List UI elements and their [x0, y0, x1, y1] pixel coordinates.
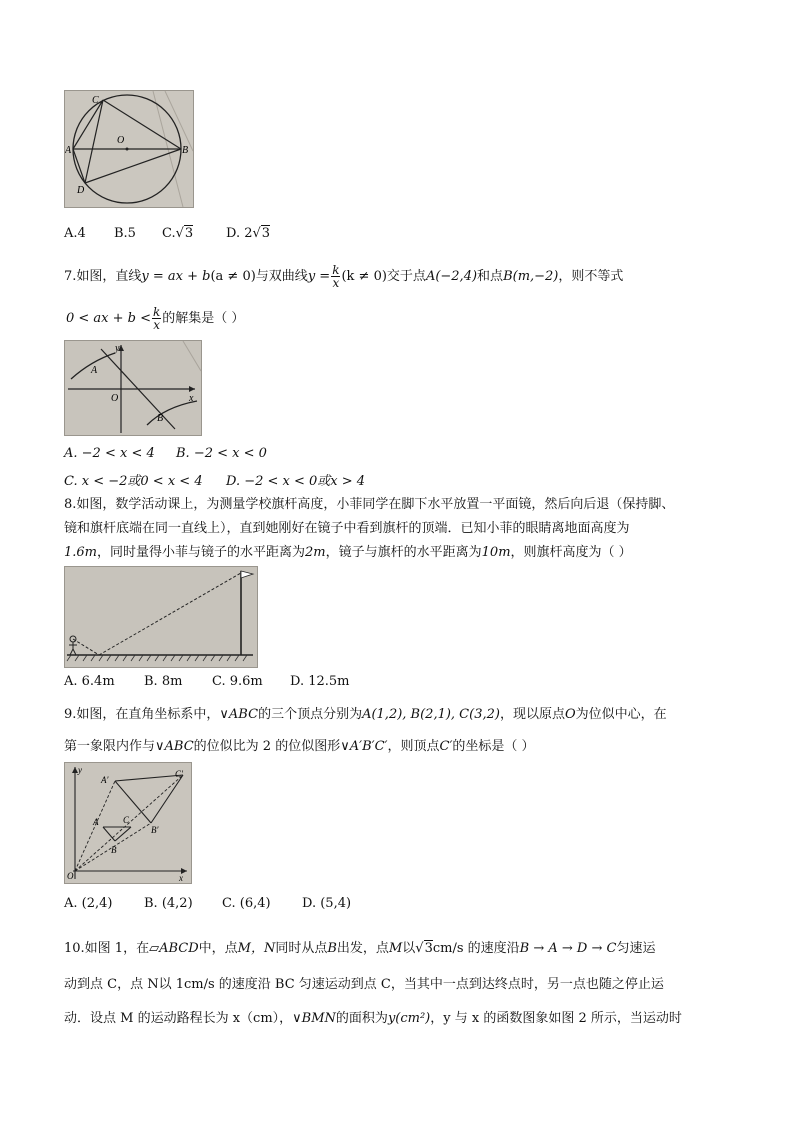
q9-text-g: ，则顶点 [387, 739, 440, 754]
q6-option-d-prefix: D. 2 [226, 226, 253, 241]
q8-eye-height: 1.6m [64, 545, 98, 560]
q9-triangle: ∨ABC [219, 707, 259, 722]
q7-label-x: x [189, 393, 194, 404]
q7-option-c[interactable]: C. x < −2或0 < x < 4 [64, 474, 203, 489]
q9-label-c: C [123, 815, 130, 825]
q7-stem-line1 [64, 264, 623, 289]
q9-origin: O [564, 707, 576, 722]
q7-figure [64, 340, 202, 436]
q7-option-a[interactable]: A. −2 < x < 4 [64, 446, 155, 461]
q10-stem-line2: 动到点 C，点 N以 1cm/s 的速度沿 BC 匀速运动到点 C，当其中一点到达终点时，另一点也随之停止运 [64, 977, 664, 992]
q7-label-b: B [157, 413, 164, 424]
q9-option-b[interactable]: B. (4,2) [144, 896, 193, 911]
q9-option-a[interactable]: A. (2,4) [64, 896, 113, 911]
q6-label-a: A [65, 145, 72, 156]
q7-frac-kx [331, 264, 340, 289]
q10-points-mn: M，N [237, 941, 276, 956]
q7-label-o: O [111, 393, 119, 404]
q7-cond-k: (k ≠ 0) [341, 269, 387, 284]
q9-figure [64, 762, 192, 884]
q7-frac2-den: x [153, 318, 161, 332]
q8-option-d[interactable]: D. 12.5m [290, 674, 350, 689]
q10-text-f: cm/s 的速度沿 [432, 941, 520, 956]
q6-option-a[interactable]: A.4 [64, 226, 86, 241]
q10-text-h: 动．设点 M 的运动路程长为 x（cm）， [64, 1011, 293, 1026]
q7-text-f: 的解集是（ ） [162, 311, 245, 326]
q7-figure-drawing [65, 341, 201, 435]
q8-option-a[interactable]: A. 6.4m [64, 674, 115, 689]
q6-option-c-radicand: 3 [184, 226, 194, 241]
q7-point-a: A(−2,4) [425, 269, 478, 284]
q7-eq-y: y = [307, 269, 331, 284]
q9-triangle-2: ∨ABC [155, 739, 194, 754]
q9-label-b-prime: B′ [151, 825, 159, 835]
q9-option-c[interactable]: C. (6,4) [222, 896, 271, 911]
q10-path: B → A → D → C [519, 941, 617, 956]
q9-label-b: B [111, 845, 117, 855]
q9-stem-line1 [64, 706, 667, 724]
q6-label-c: C [92, 95, 99, 106]
q7-ineq: 0 < ax + b < [66, 311, 152, 326]
q10-text-i: 的面积为 [335, 1011, 388, 1026]
q6-option-b[interactable]: B.5 [114, 226, 136, 241]
q7-text-e: ，则不等式 [558, 269, 624, 284]
q7-text-a: 7.如图，直线 [64, 269, 142, 284]
q6-figure [64, 90, 194, 208]
q7-text-d: 和点 [477, 269, 504, 284]
q9-text-c: ，现以原点 [499, 707, 565, 722]
q6-figure-drawing [65, 91, 193, 207]
q7-label-y: y [115, 343, 120, 354]
q9-label-a: A [93, 817, 99, 827]
q8-text-d: ，镜子与旗杆的水平距离为 [325, 545, 482, 560]
q10-text-d: 出发，点 [336, 941, 389, 956]
q9-stem-line2 [64, 738, 535, 756]
q9-triangle-image: ∨A′B′C′ [340, 739, 388, 754]
q8-stem-line3 [64, 544, 632, 562]
q8-stem-line2: 镜和旗杆底端在同一直线上），直到她刚好在镜子中看到旗杆的顶端．已知小菲的眼睛离地面高度为 [64, 521, 630, 536]
q7-cond-a: (a ≠ 0) [210, 269, 256, 284]
q8-dist-mirror: 2m [305, 545, 326, 560]
q10-point-m: M [388, 941, 403, 956]
q7-option-d[interactable]: D. −2 < x < 0或x > 4 [226, 474, 366, 489]
q10-text-b: 中，点 [198, 941, 238, 956]
q9-label-y: y [78, 765, 82, 775]
q9-points: A(1,2), B(2,1), C(3,2) [362, 707, 500, 722]
q7-text-c: 交于点 [386, 269, 426, 284]
q10-text-e: 以 [402, 941, 416, 956]
q9-c-prime: C′ [439, 739, 453, 754]
q7-frac-num: k [332, 263, 340, 277]
q7-point-b: B(m,−2) [503, 269, 559, 284]
q10-stem-line1: 10.如图 1，在▱ABCD中，点M，N同时从点B出发，点M以√3cm/s 的速度沿B → A → D → C匀速运 [64, 941, 656, 956]
q9-text-d: 为位似中心，在 [575, 707, 667, 722]
q8-text-b: ，同时量得小菲与镜子的水平距离为 [97, 545, 306, 560]
q6-option-d-radicand: 3 [261, 226, 271, 241]
q9-label-c-prime: C′ [175, 769, 183, 779]
q6-label-b: B [182, 145, 189, 156]
q9-text-b: 的三个顶点分别为 [258, 707, 363, 722]
q9-text-e: 第一象限内作与 [64, 739, 156, 754]
q8-figure-drawing [65, 567, 257, 667]
q10-triangle-bmn: ∨BMN [292, 1011, 336, 1026]
q7-frac2-num: k [153, 305, 161, 319]
q10-text-c: 同时从点 [275, 941, 328, 956]
q7-frac-kx-2 [152, 306, 161, 331]
q10-parallelogram: ▱ABCD [149, 941, 199, 956]
q10-area-y: y(cm²) [387, 1011, 431, 1026]
q9-text-h: 的坐标是（ ） [452, 739, 535, 754]
q7-eq-line: y = ax + b [141, 269, 211, 284]
q9-figure-drawing [65, 763, 191, 883]
q8-stem-line1: 8.如图，数学活动课上，为测量学校旗杆高度，小菲同学在脚下水平放置一平面镜，然后向后退（保持脚、 [64, 497, 675, 512]
q10-text-j: ，y 与 x 的函数图象如图 2 所示，当运动时 [430, 1011, 682, 1026]
q10-text-a: 10.如图 1，在 [64, 941, 150, 956]
q10-point-b: B [327, 941, 337, 956]
q8-text-f: ，则旗杆高度为（ ） [510, 545, 632, 560]
q9-label-x: x [179, 873, 183, 883]
q9-text-f: 的位似比为 2 的位似图形 [193, 739, 341, 754]
q6-label-d: D [77, 185, 85, 196]
q10-speed-radicand: 3 [424, 941, 433, 956]
q7-label-a: A [91, 365, 98, 376]
q6-option-d[interactable]: D. 2√3 [226, 226, 271, 241]
q9-label-a-prime: A′ [101, 775, 109, 785]
q8-option-b[interactable]: B. 8m [144, 674, 183, 689]
q8-figure [64, 566, 258, 668]
q9-text-a: 9.如图，在直角坐标系中， [64, 707, 220, 722]
q7-option-b[interactable]: B. −2 < x < 0 [176, 446, 267, 461]
q9-option-d[interactable]: D. (5,4) [302, 896, 352, 911]
q8-dist-pole: 10m [481, 545, 511, 560]
q8-option-c[interactable]: C. 9.6m [212, 674, 263, 689]
q6-option-c[interactable]: C.√3 [162, 226, 194, 241]
q9-label-o: O [67, 871, 74, 881]
q7-text-b: 与双曲线 [255, 269, 308, 284]
q7-frac-den: x [332, 276, 340, 290]
q6-label-o: O [117, 135, 125, 146]
q10-text-g: 匀速运 [616, 941, 656, 956]
q7-stem-line2 [66, 306, 244, 331]
q6-option-c-prefix: C. [162, 226, 176, 241]
q10-stem-line3 [64, 1010, 682, 1028]
